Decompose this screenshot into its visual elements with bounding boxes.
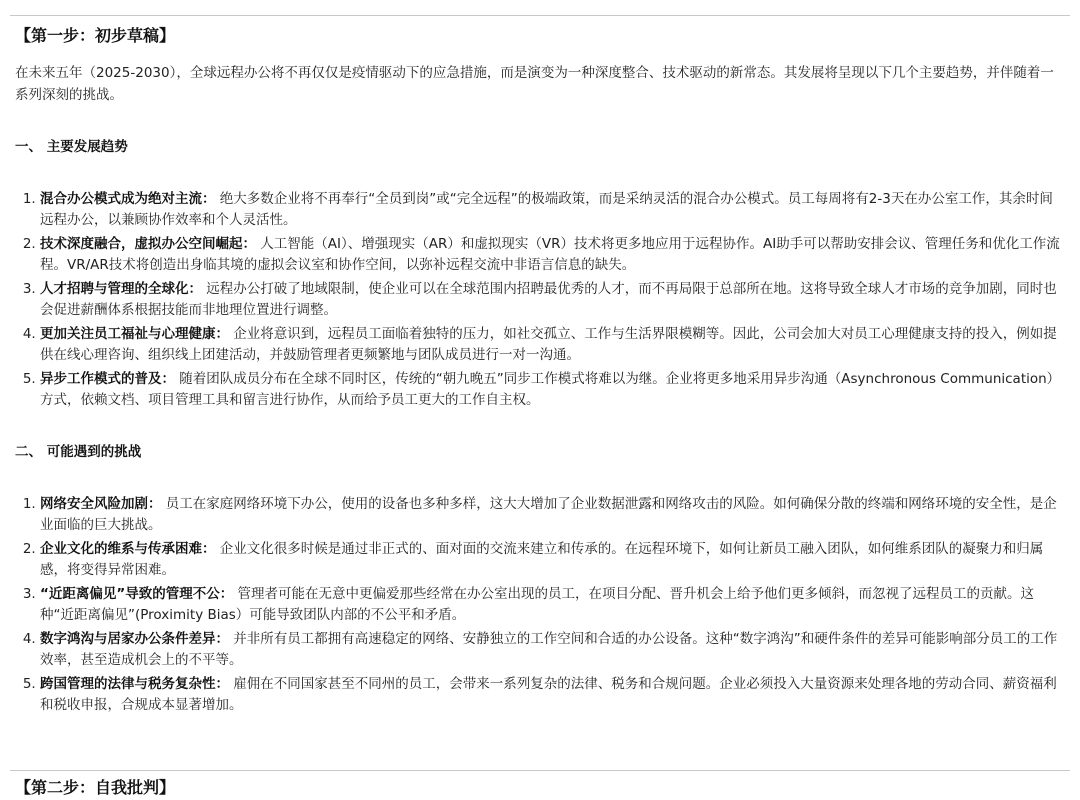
challenges-list xyxy=(15,494,1065,716)
challenge-item-text: 企业文化很多时候是通过非正式的、面对面的交流来建立和传承的。在远程环境下，如何让新员工融入团队，如何维系团队的凝聚力和归属感，将变得异常困难。 xyxy=(40,541,1044,578)
challenge-item-text: 并非所有员工都拥有高速稳定的网络、安静独立的工作空间和合适的办公设备。这种“数字鸿沟”和硬件条件的差异可能影响部分员工的工作效率，甚至造成机会上的不平等。 xyxy=(40,631,1058,668)
trend-item-text: 随着团队成员分布在全球不同时区，传统的“朝九晚五”同步工作模式将难以为继。企业将更多地采用异步沟通（Asynchronous Communication）方式，依赖文档、项目管理工具和留言进行协作，从而给予员工更大的工作自主权。 xyxy=(40,371,1061,408)
challenge-item xyxy=(40,629,1065,671)
trend-item-title: 更加关注员工福祉与心理健康： xyxy=(40,326,229,342)
challenge-item-title: 网络安全风险加剧： xyxy=(40,496,162,512)
trend-item-text: 远程办公打破了地域限制，使企业可以在全球范围内招聘最优秀的人才，而不再局限于总部所在地。这将导致全球人才市场的竞争加剧，同时也会促进薪酬体系根据技能而非地理位置进行调整。 xyxy=(40,281,1057,318)
challenge-item-text: 雇佣在不同国家甚至不同州的员工，会带来一系列复杂的法律、税务和合规问题。企业必须投入大量资源来处理各地的劳动合同、薪资福利和税收申报，合规成本显著增加。 xyxy=(40,676,1057,713)
challenge-item-title: “近距离偏见”导致的管理不公： xyxy=(40,586,234,602)
trend-item-title: 混合办公模式成为绝对主流： xyxy=(40,191,216,207)
challenge-item xyxy=(40,584,1065,626)
challenge-item xyxy=(40,674,1065,716)
challenge-item-text: 员工在家庭网络环境下办公，使用的设备也多种多样，这大大增加了企业数据泄露和网络攻击的风险。如何确保分散的终端和网络环境的安全性，是企业面临的巨大挑战。 xyxy=(40,496,1057,533)
trend-item-title: 技术深度融合，虚拟办公空间崛起： xyxy=(40,236,256,252)
trend-item xyxy=(40,369,1065,411)
challenge-item-title: 企业文化的维系与传承困难： xyxy=(40,541,216,557)
trends-heading: 一、 主要发展趋势 xyxy=(15,139,128,155)
challenge-item-title: 数字鸿沟与居家办公条件差异： xyxy=(40,631,229,647)
trend-item-text: 企业将意识到，远程员工面临着独特的压力，如社交孤立、工作与生活界限模糊等。因此，公司会加大对员工心理健康支持的投入，例如提供在线心理咨询、组织线上团建活动，并鼓励管理者更频繁地与团队成员进行一对一沟通。 xyxy=(40,326,1057,363)
top-divider xyxy=(10,15,1070,16)
challenge-item xyxy=(40,539,1065,581)
step1-heading: 【第一步：初步草稿】 xyxy=(15,26,176,45)
challenge-item xyxy=(40,494,1065,536)
challenges-heading: 二、 可能遇到的挑战 xyxy=(15,444,142,460)
challenge-item-title: 跨国管理的法律与税务复杂性： xyxy=(40,676,229,692)
step2-heading: 【第二步：自我批判】 xyxy=(15,778,176,797)
bottom-divider xyxy=(10,770,1070,771)
trend-item xyxy=(40,234,1065,276)
trend-item-text: 人工智能（AI）、增强现实（AR）和虚拟现实（VR）技术将更多地应用于远程协作。AI助手可以帮助安排会议、管理任务和优化工作流程。VR/AR技术将创造出身临其境的虚拟会议室和协作空间，以弥补远程交流中非语言信息的缺失。 xyxy=(40,236,1060,273)
trends-list xyxy=(15,189,1065,411)
trend-item xyxy=(40,189,1065,231)
trend-item-title: 人才招聘与管理的全球化： xyxy=(40,281,202,297)
challenge-item-text: 管理者可能在无意中更偏爱那些经常在办公室出现的员工，在项目分配、晋升机会上给予他们更多倾斜，而忽视了远程员工的贡献。这种“近距离偏见”(Proximity Bias）可能导致团队内部的不公平和矛盾。 xyxy=(40,586,1035,623)
trend-item xyxy=(40,279,1065,321)
intro-paragraph: 在未来五年（2025-2030），全球远程办公将不再仅仅是疫情驱动下的应急措施，而是演变为一种深度整合、技术驱动的新常态。其发展将呈现以下几个主要趋势，并伴随着一系列深刻的挑战。 xyxy=(15,65,1054,103)
trend-item-title: 异步工作模式的普及： xyxy=(40,371,175,387)
document-body xyxy=(15,24,1065,719)
trend-item xyxy=(40,324,1065,366)
trend-item-text: 绝大多数企业将不再奉行“全员到岗”或“完全远程”的极端政策，而是采纳灵活的混合办公模式。员工每周将有2-3天在办公室工作，其余时间远程办公，以兼顾协作效率和个人灵活性。 xyxy=(40,191,1053,228)
